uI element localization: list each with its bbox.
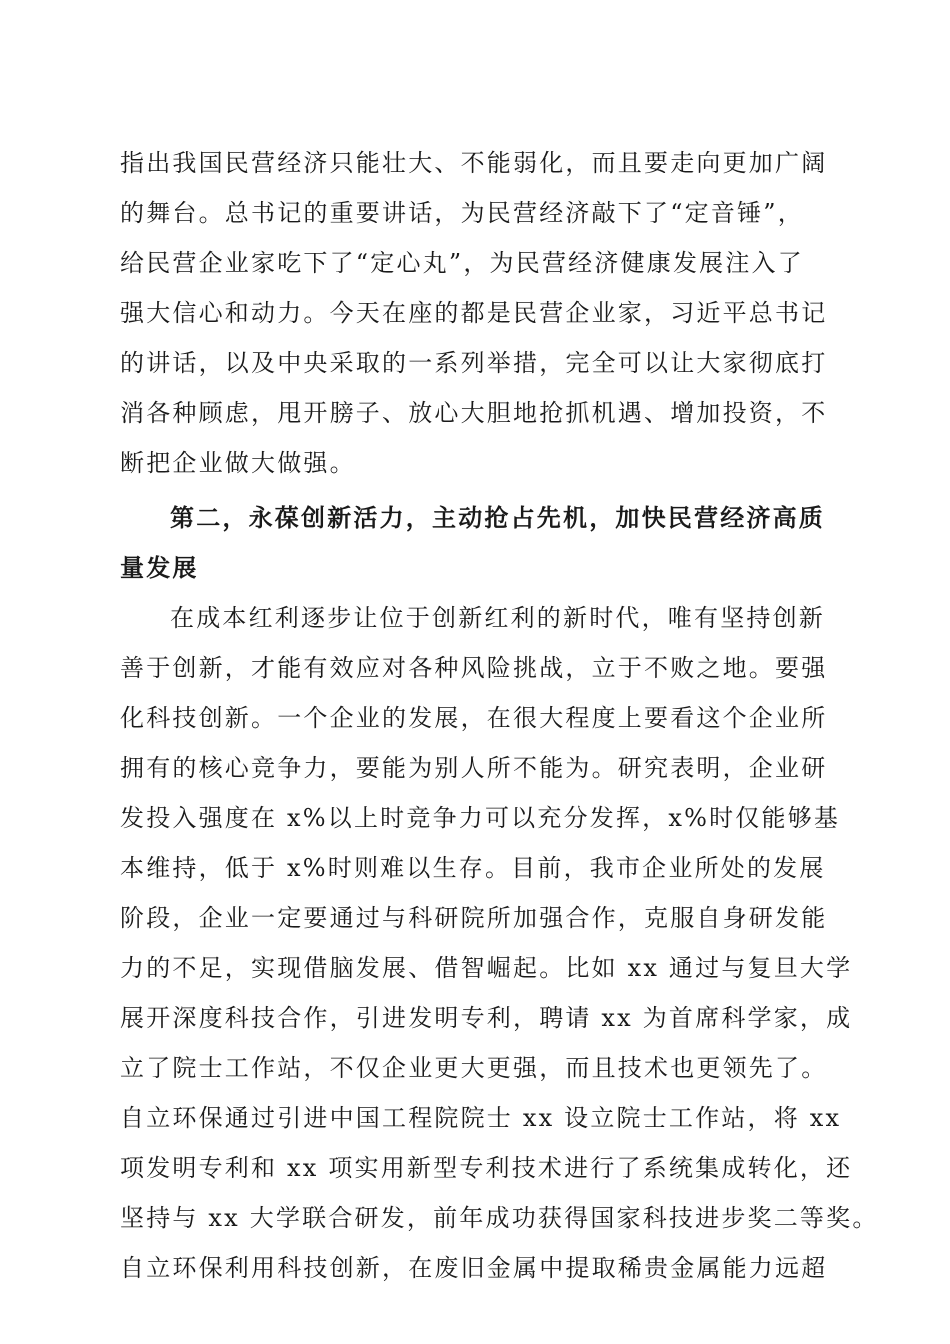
paragraph-line: 本维持，低于 x%时则难以生存。目前，我市企业所处的发展 bbox=[120, 854, 826, 882]
paragraph-line: 断把企业做大做强。 bbox=[120, 449, 356, 477]
paragraph-line: 展开深度科技合作，引进发明专利，聘请 xx 为首席科学家，成 bbox=[120, 1004, 853, 1032]
paragraph-line: 自立环保利用科技创新，在废旧金属中提取稀贵金属能力远超 bbox=[120, 1254, 828, 1282]
section-heading: 量发展 bbox=[120, 553, 199, 582]
paragraph-line: 强大信心和动力。今天在座的都是民营企业家，习近平总书记 bbox=[120, 299, 828, 327]
paragraph-line: 阶段，企业一定要通过与科研院所加强合作，克服自身研发能 bbox=[120, 904, 828, 932]
paragraph-line: 善于创新，才能有效应对各种风险挑战，立于不败之地。要强 bbox=[120, 654, 828, 682]
paragraph-line: 项发明专利和 xx 项实用新型专利技术进行了系统集成转化，还 bbox=[120, 1154, 853, 1182]
paragraph-line: 化科技创新。一个企业的发展，在很大程度上要看这个企业所 bbox=[120, 704, 828, 732]
paragraph-line: 在成本红利逐步让位于创新红利的新时代，唯有坚持创新 bbox=[170, 604, 825, 632]
paragraph-line: 发投入强度在 x%以上时竞争力可以充分发挥，x%时仅能够基 bbox=[120, 804, 841, 832]
paragraph-line: 给民营企业家吃下了“定心丸”，为民营经济健康发展注入了 bbox=[120, 249, 804, 277]
paragraph-line: 拥有的核心竞争力，要能为别人所不能为。研究表明，企业研 bbox=[120, 754, 828, 782]
paragraph-line: 自立环保通过引进中国工程院院士 xx 设立院士工作站，将 xx bbox=[120, 1104, 842, 1132]
section-heading: 第二，永葆创新活力，主动抢占先机，加快民营经济高质 bbox=[170, 503, 825, 532]
paragraph-line: 力的不足，实现借脑发展、借智崛起。比如 xx 通过与复旦大学 bbox=[120, 954, 853, 982]
paragraph-line: 坚持与 xx 大学联合研发，前年成功获得国家科技进步奖二等奖。 bbox=[120, 1204, 879, 1232]
paragraph-line: 的讲话，以及中央采取的一系列举措，完全可以让大家彻底打 bbox=[120, 349, 828, 377]
paragraph-line: 立了院士工作站，不仅企业更大更强，而且技术也更领先了。 bbox=[120, 1054, 828, 1082]
paragraph-line: 的舞台。总书记的重要讲话，为民营经济敲下了“定音锤”， bbox=[120, 199, 804, 227]
paragraph-line: 消各种顾虑，甩开膀子、放心大胆地抢抓机遇、增加投资，不 bbox=[120, 399, 828, 427]
paragraph-line: 指出我国民营经济只能壮大、不能弱化，而且要走向更加广阔 bbox=[120, 149, 828, 177]
